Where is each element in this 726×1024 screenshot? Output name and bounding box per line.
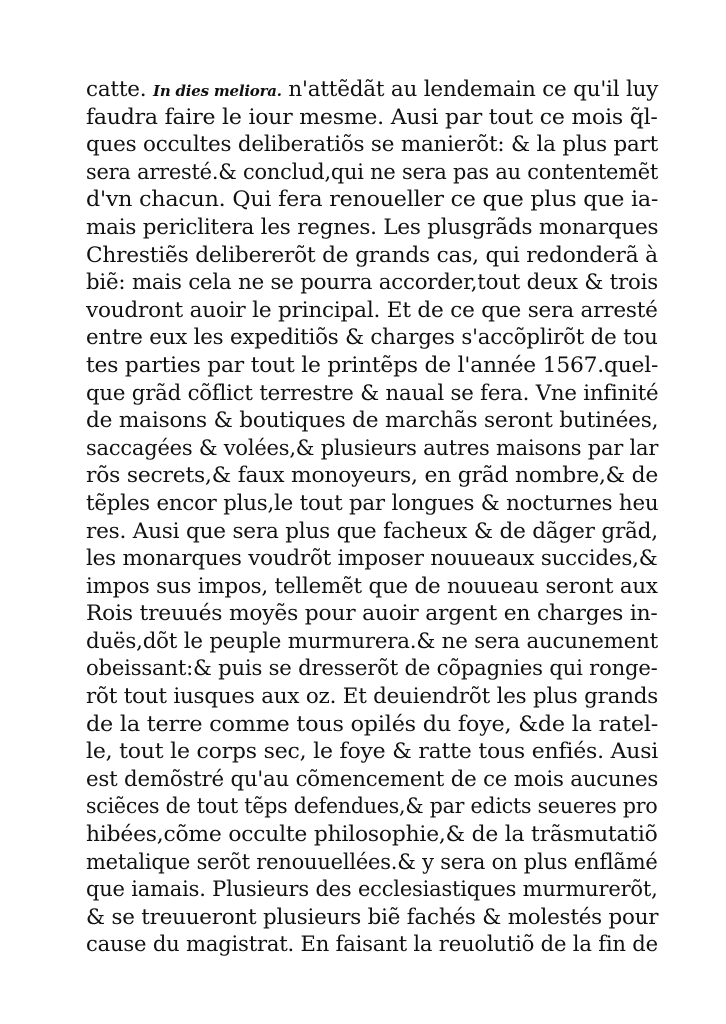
line-text: duës,dõt le peuple murmurera.& ne sera aucunement <box>86 628 659 654</box>
text-line <box>86 655 658 683</box>
line-text: obeissant:& puis se dresserõt de cõpagnies qui ronge- <box>86 656 658 682</box>
text-line <box>86 159 659 187</box>
line-text: le, tout le corps sec, le foye & ratte tous enfiés. Ausi <box>86 739 659 765</box>
text-line <box>86 904 659 932</box>
line-text: ques occultes deliberatiõs se manierõt: & la plus part <box>86 132 659 158</box>
line-text: sera arresté.& conclud,qui ne sera pas au contentemẽt <box>86 159 659 185</box>
text-line <box>86 573 658 601</box>
italic-phrase: In dies meliora. <box>153 82 282 100</box>
line-text: res. Ausi que sera plus que facheux & de dãger grãd, <box>86 518 658 544</box>
line-text: rõt tout iusques aux oz. Et deuiendrõt les plus grands <box>86 684 659 710</box>
line-text: tẽples encor plus,le tout par longues & nocturnes heu <box>86 490 659 516</box>
line-text: metalique serõt renouuellées.& y sera on plus enflãmé <box>86 849 658 875</box>
line-text: que grãd cõflict terrestre & naual se fera. Vne infinité <box>86 380 659 406</box>
text-line <box>86 931 658 959</box>
text-line <box>86 821 666 849</box>
text-line <box>86 242 662 270</box>
text-line <box>86 407 661 435</box>
text-line <box>86 214 659 242</box>
line-text: mais periclitera les regnes. Les plusgrãds monarques <box>86 214 659 240</box>
line-text: cause du magistrat. En faisant la reuolutiõ de la fin de <box>86 932 658 958</box>
line-text: rõs secrets,& faux monoyeurs, en grãd nombre,& de <box>86 463 659 489</box>
text-line <box>86 876 658 904</box>
text-line <box>86 462 666 490</box>
line-text: que iamais. Plusieurs des ecclesiastiques murmurerõt, <box>86 877 658 903</box>
text-line <box>86 738 670 766</box>
line-text: tes parties par tout le printẽps de l'année 1567.quel- <box>86 352 659 378</box>
text-line <box>86 104 670 132</box>
line-text: Chrestiẽs delibererõt de grands cas, qui redonderã à <box>86 242 658 268</box>
text-line <box>86 628 659 656</box>
text-line <box>86 380 659 408</box>
text-line <box>86 297 659 325</box>
text-line <box>86 545 658 573</box>
line-text: hibées,cõme occulte philosophie,& de la trãsmutatiõ <box>86 822 658 848</box>
line-text: Rois treuués moyẽs pour auoir argent en charges in- <box>86 601 658 627</box>
text-line <box>86 352 665 380</box>
line-text: de la terre comme tous opilés du foye, &de la ratel- <box>86 711 659 737</box>
text-line <box>86 76 657 104</box>
line-text: voudront auoir le principal. Et de ce que sera arresté <box>86 297 658 323</box>
line-text: & se treuueront plusieurs biẽ fachés & molestés pour <box>86 904 659 930</box>
text-line <box>86 683 659 711</box>
line-text: catte. <box>86 77 147 102</box>
text-line <box>86 131 659 159</box>
line-text: d'vn chacun. Qui fera renoueller ce que plus que ia- <box>86 187 659 213</box>
text-line <box>86 849 658 877</box>
text-line <box>86 324 658 352</box>
text-line <box>86 435 659 463</box>
line-text: les monarques voudrõt imposer nouueaux succides,& <box>86 546 658 572</box>
line-text: est demõstré qu'au cõmencement de ce mois aucunes <box>86 766 659 792</box>
text-line <box>86 269 658 297</box>
line-text: sciẽces de tout tẽps defendues,& par edicts seueres pro <box>86 794 658 820</box>
text-line <box>86 766 659 794</box>
line-text: saccagées & volées,& plusieurs autres maisons par lar <box>86 435 659 461</box>
line-text: de maisons & boutiques de marchãs seront butinées, <box>86 408 659 434</box>
line-text: entre eux les expeditiõs & charges s'accõplirõt de tou <box>86 325 658 351</box>
text-line <box>86 600 665 628</box>
line-text-continued: n'attẽdãt au lendemain ce qu'il luy <box>281 77 659 102</box>
text-line <box>86 793 658 821</box>
text-line <box>86 518 659 546</box>
text-line <box>86 186 676 214</box>
text-line <box>86 711 679 739</box>
line-text: biẽ: mais cela ne se pourra accorder,tout deux & trois <box>86 270 658 296</box>
body-text <box>86 76 658 959</box>
text-line <box>86 490 659 518</box>
line-text: faudra faire le iour mesme. Ausi par tout ce mois q̃l- <box>86 104 658 130</box>
line-text: impos sus impos, tellemẽt que de nouueau seront aux <box>86 573 658 599</box>
